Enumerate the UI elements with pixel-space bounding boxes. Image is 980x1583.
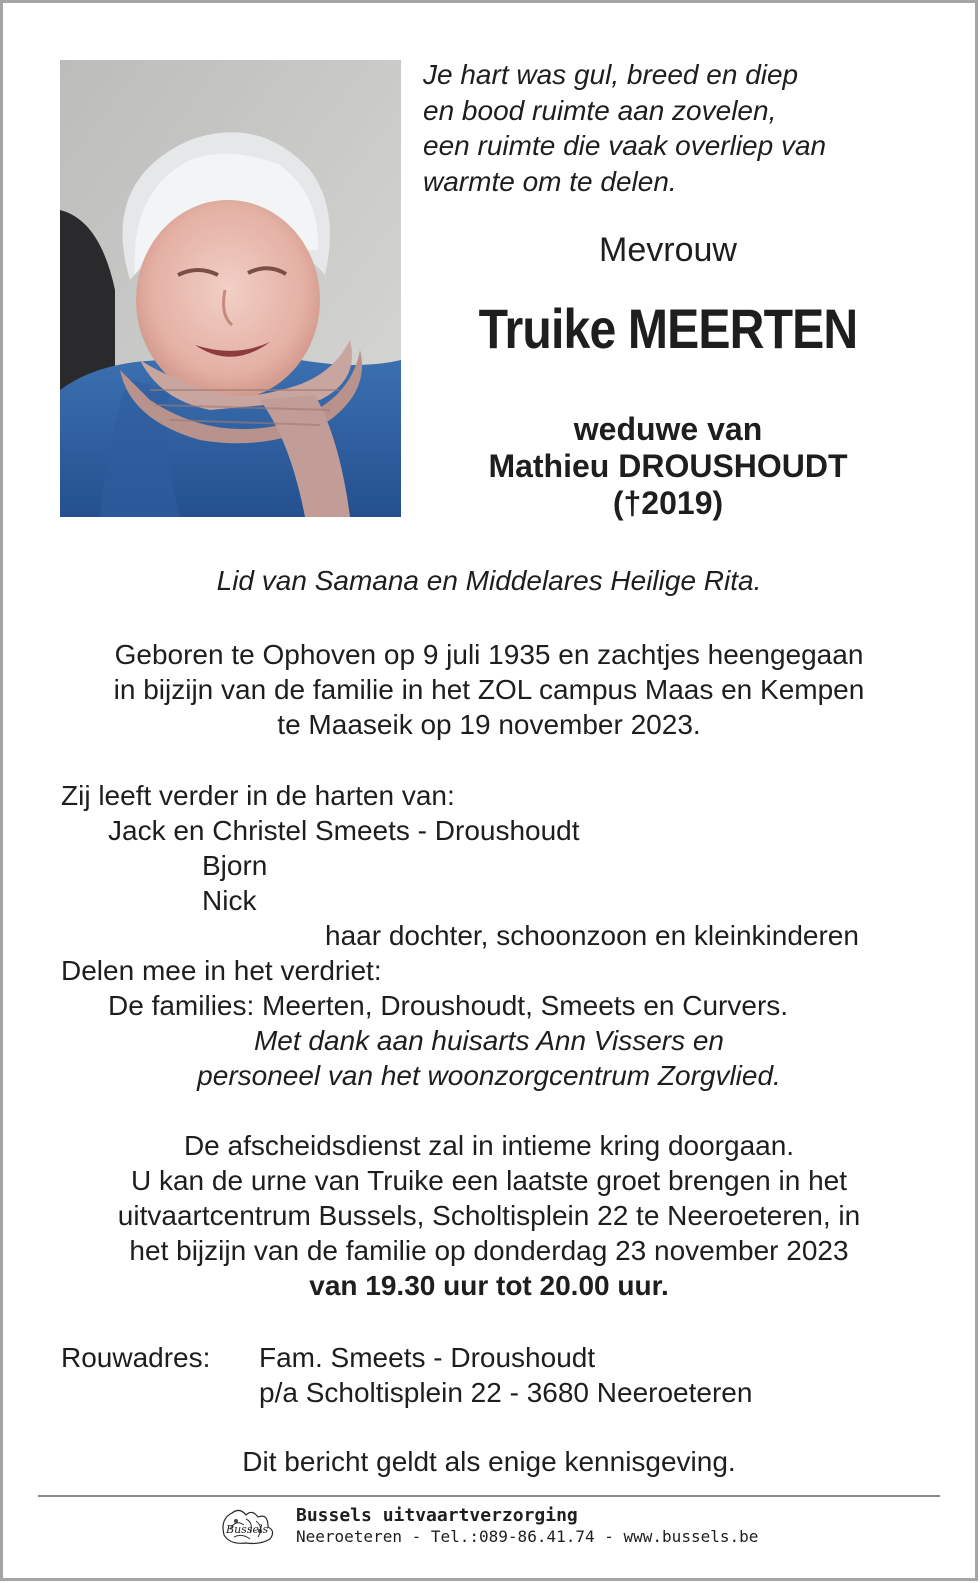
- spouse-death-year: (†2019): [612, 485, 724, 521]
- birth-death-info: [3, 637, 975, 742]
- thanks-line: Met dank aan huisarts Ann Vissers en: [253, 1025, 725, 1056]
- service-line: U kan de urne van Truike een laatste groet brengen in het: [130, 1165, 848, 1196]
- footer-divider: [38, 1495, 940, 1497]
- service-line: De afscheidsdienst zal in intieme kring doorgaan.: [183, 1130, 795, 1161]
- birth-line: te Maaseik op 19 november 2023.: [277, 709, 701, 740]
- membership: Lid van Samana en Middelares Heilige Rita.: [216, 565, 762, 596]
- relation-text: haar dochter, schoonzoon en kleinkinderen: [325, 920, 859, 951]
- company-contact: Neeroeteren - Tel.:089-86.41.74 - www.bussels.be: [296, 1527, 759, 1546]
- company-name: Bussels uitvaartverzorging: [296, 1505, 578, 1526]
- birth-line: Geboren te Ophoven op 9 juli 1935 en zachtjes heengegaan: [114, 639, 864, 670]
- notice: Dit bericht geldt als enige kennisgeving.: [242, 1446, 736, 1477]
- spouse-name: Mathieu DROUSHOUDT: [488, 448, 848, 484]
- grandchild: Bjorn: [202, 850, 268, 881]
- survivors-intro: Zij leeft verder in de harten van:: [61, 780, 455, 811]
- service-line: uitvaartcentrum Bussels, Scholtisplein 22 te Neeroeteren, in: [117, 1200, 861, 1231]
- honorific: Mevrouw: [599, 231, 737, 269]
- poem-line: warmte om te delen.: [423, 165, 677, 197]
- spouse-info: [423, 411, 913, 522]
- service-time: van 19.30 uur tot 20.00 uur.: [309, 1270, 669, 1301]
- address-line: Fam. Smeets - Droushoudt: [259, 1342, 596, 1373]
- poem-line: Je hart was gul, breed en diep: [423, 59, 799, 90]
- survivor-couple: Jack en Christel Smeets - Droushoudt: [108, 815, 580, 846]
- poem-line: een ruimte die vaak overliep van: [423, 130, 827, 161]
- thanks-line: personeel van het woonzorgcentrum Zorgvlied.: [197, 1060, 781, 1091]
- families: De families: Meerten, Droushoudt, Smeets en Curvers.: [108, 990, 789, 1021]
- address-line: p/a Scholtisplein 22 - 3680 Neeroeteren: [259, 1377, 753, 1408]
- birth-line: in bijzijn van de familie in het ZOL campus Maas en Kempen: [113, 674, 865, 705]
- portrait-photo: [60, 60, 401, 517]
- service-line: het bijzijn van de familie op donderdag 23 november 2023: [129, 1235, 849, 1266]
- spouse-line: weduwe van: [573, 411, 763, 447]
- thanks: [3, 1023, 975, 1093]
- grandchild: Nick: [202, 885, 257, 916]
- share-intro: Delen mee in het verdriet:: [61, 955, 382, 986]
- survivors: [3, 778, 975, 1023]
- service-info: [3, 1128, 975, 1303]
- logo-text: Bussels: [226, 1523, 269, 1536]
- bussels-logo: [216, 1505, 286, 1547]
- poem: [423, 57, 826, 199]
- address-label: Rouwadres:: [61, 1342, 211, 1373]
- poem-line: en bood ruimte aan zovelen,: [423, 94, 777, 126]
- deceased-name: Truike MEERTEN: [478, 297, 858, 360]
